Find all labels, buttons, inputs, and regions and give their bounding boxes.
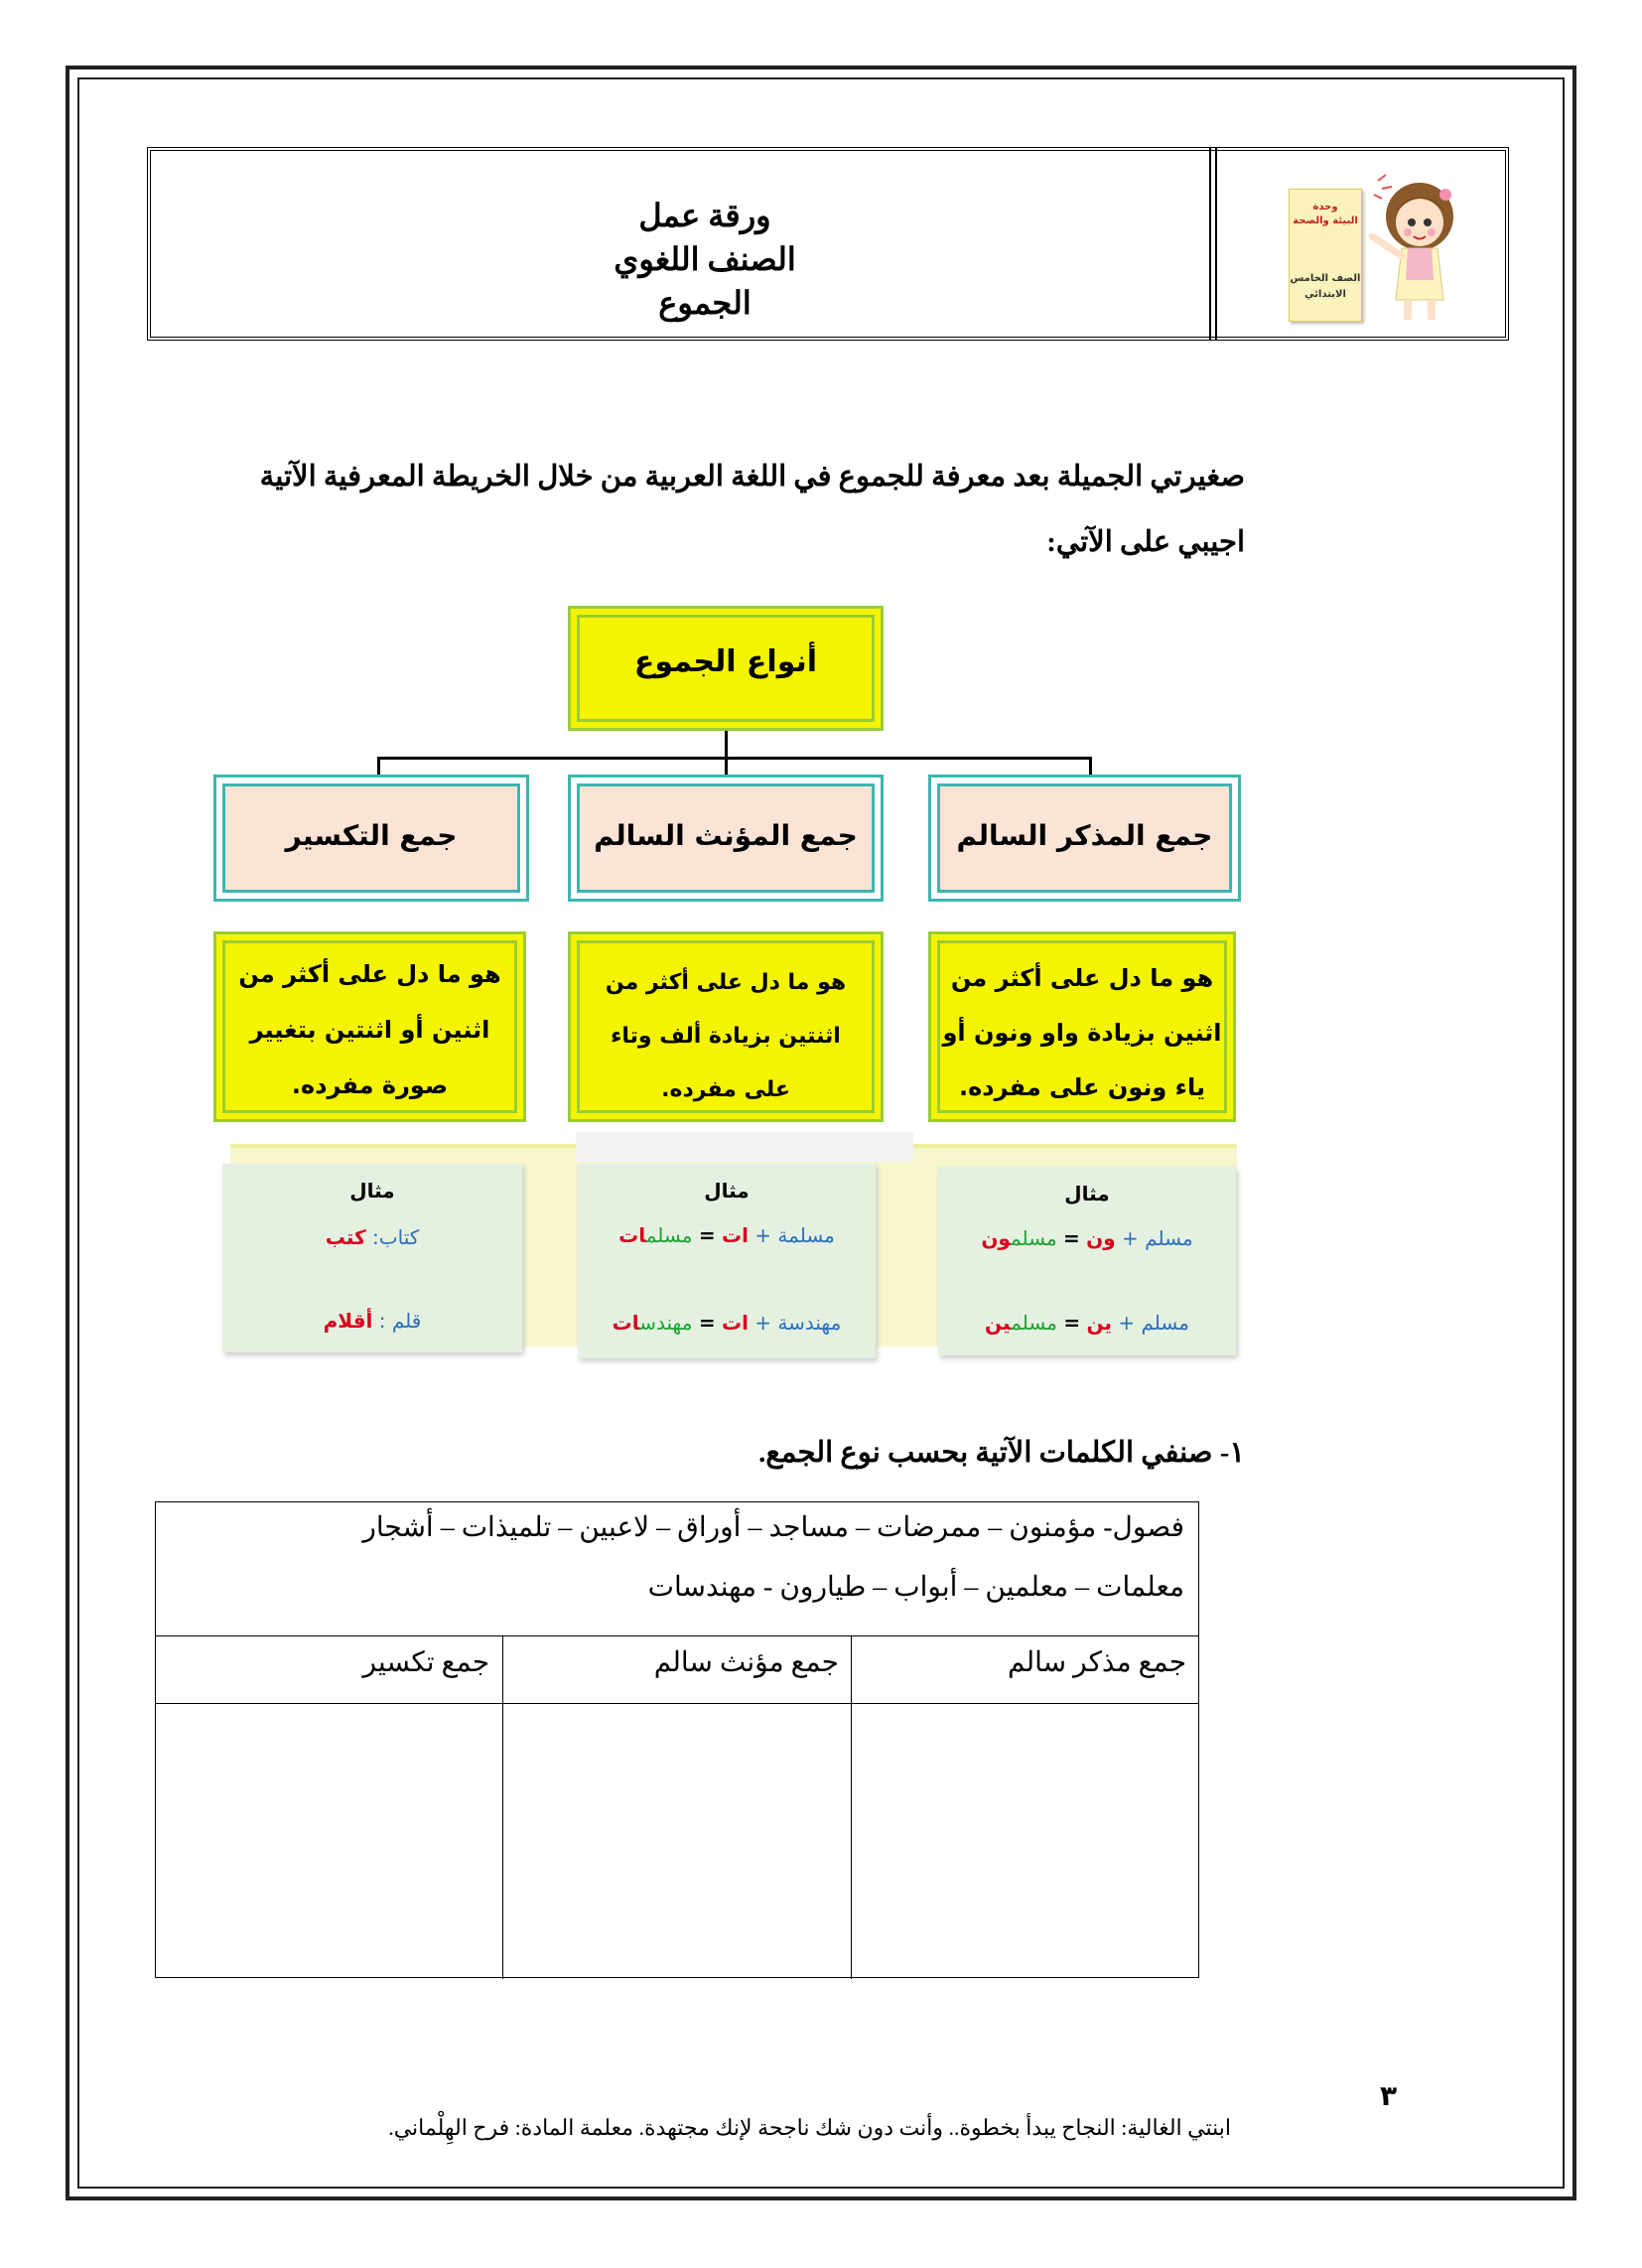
definition-box-masculine bbox=[928, 931, 1236, 1122]
logo-text-unit: وحدة bbox=[1312, 202, 1338, 213]
type-label-masculine: جمع المذكر السالم bbox=[956, 819, 1213, 852]
example-equals: = bbox=[1063, 1311, 1081, 1335]
definition-line: صورة مفرده. bbox=[291, 1071, 449, 1099]
definition-line: اثنين أو اثنتين بتغيير bbox=[249, 1016, 490, 1044]
intro-line-1: صغيرتي الجميلة بعد معرفة للجموع في اللغة العربية من خلال الخريطة المعرفية الآتية bbox=[259, 461, 1245, 493]
type-label-feminine: جمع المؤنث السالم bbox=[594, 819, 858, 852]
connector-vertical bbox=[725, 731, 728, 775]
example-row bbox=[222, 1309, 522, 1333]
example-row bbox=[578, 1311, 876, 1335]
example-singular: قلم bbox=[391, 1309, 422, 1333]
definition-line: هو ما دل على أكثر من bbox=[950, 964, 1214, 992]
example-ending: ات bbox=[618, 1223, 646, 1247]
example-plural: كتب bbox=[325, 1225, 366, 1249]
footer-note: ابنتي الغالية: النجاح يبدأ بخطوة.. وأنت دون شك ناجحة لإنك مجتهدة. معلمة المادة: فرح الهِلْماني. bbox=[388, 2115, 1231, 2140]
definition-box-feminine bbox=[568, 931, 884, 1122]
definition-line: ياء ونون على مفرده. bbox=[959, 1073, 1205, 1101]
worksheet-title: ورقة عمل bbox=[638, 198, 771, 233]
example-ending: ون bbox=[981, 1226, 1011, 1250]
example-plural: أقلام bbox=[323, 1309, 373, 1333]
type-box-feminine-plural bbox=[568, 775, 884, 902]
column-header-feminine: جمع مؤنث سالم bbox=[653, 1647, 839, 1678]
type-label-broken: جمع التكسير bbox=[285, 819, 458, 852]
example-plus: + bbox=[1122, 1226, 1139, 1250]
example-singular: كتاب bbox=[378, 1225, 420, 1249]
example-suffix: ون bbox=[1086, 1226, 1116, 1250]
example-base: مسلمة bbox=[777, 1223, 835, 1247]
word-bank-line-1: فصول- مؤمنون – ممرضات – مساجد – أوراق – لاعبين – تلميذات – أشجار bbox=[362, 1512, 1184, 1543]
word-bank-line-2: معلمات – معلمين – أبواب – طيارون - مهندسات bbox=[647, 1572, 1184, 1603]
example-card-feminine bbox=[578, 1164, 876, 1358]
example-ending: ات bbox=[612, 1311, 640, 1335]
logo-card bbox=[1289, 189, 1362, 322]
example-heading: مثال bbox=[704, 1179, 750, 1203]
example-equals: = bbox=[698, 1223, 716, 1247]
logo-text-stage: الابتدائي bbox=[1304, 289, 1346, 300]
example-equals: = bbox=[698, 1311, 716, 1335]
page-number: ٣ bbox=[1380, 2079, 1398, 2112]
definition-line: هو ما دل على أكثر من bbox=[605, 970, 847, 995]
connector-right bbox=[1089, 757, 1092, 775]
example-separator: : bbox=[378, 1309, 386, 1333]
answer-cell-broken[interactable] bbox=[156, 1704, 502, 1978]
example-ending: ين bbox=[985, 1311, 1012, 1335]
definition-line: اثنتين بزيادة ألف وتاء bbox=[611, 1024, 841, 1049]
type-box-broken-plural bbox=[213, 775, 529, 902]
definition-box-broken bbox=[213, 931, 526, 1122]
example-equals: = bbox=[1063, 1226, 1080, 1250]
example-row bbox=[938, 1226, 1236, 1250]
question-1: ١- صنفي الكلمات الآتية بحسب نوع الجمع. bbox=[758, 1437, 1245, 1469]
example-plus: + bbox=[1118, 1311, 1136, 1335]
example-base: مسلم bbox=[1145, 1226, 1193, 1250]
example-row bbox=[938, 1311, 1236, 1335]
logo-text-theme: البيئة والصحة bbox=[1293, 215, 1358, 226]
example-card-broken bbox=[222, 1164, 522, 1352]
example-heading: مثال bbox=[349, 1179, 395, 1203]
column-header-masculine: جمع مذكر سالم bbox=[1007, 1647, 1186, 1678]
definition-line: اثنين بزيادة واو ونون أو bbox=[942, 1019, 1222, 1047]
example-base: مهندسة bbox=[777, 1311, 842, 1335]
classification-table bbox=[155, 1501, 1199, 1978]
definition-line: هو ما دل على أكثر من bbox=[238, 960, 501, 988]
girl-cartoon-icon bbox=[1358, 161, 1487, 325]
connector-left bbox=[377, 757, 380, 775]
intro-line-2: اجيبي على الآتي: bbox=[1046, 526, 1245, 558]
topic-title: الجموع bbox=[658, 285, 752, 321]
example-stem: مسلم bbox=[1010, 1226, 1057, 1250]
example-plus: + bbox=[754, 1311, 772, 1335]
answer-cell-feminine[interactable] bbox=[501, 1704, 849, 1978]
definition-line: على مفرده. bbox=[661, 1077, 790, 1102]
examples-band-tab bbox=[576, 1132, 913, 1162]
root-label: أنواع الجموع bbox=[633, 644, 818, 679]
example-stem: مهندس bbox=[639, 1311, 693, 1335]
example-heading: مثال bbox=[1064, 1182, 1110, 1205]
example-suffix: ات bbox=[721, 1311, 749, 1335]
example-plus: + bbox=[754, 1223, 772, 1247]
unit-logo bbox=[1231, 161, 1489, 325]
subject-title: الصنف اللغوي bbox=[614, 241, 796, 277]
connector-horizontal bbox=[377, 757, 1092, 760]
example-card-masculine bbox=[938, 1167, 1236, 1355]
example-base: مسلم bbox=[1141, 1311, 1189, 1335]
example-row bbox=[222, 1225, 522, 1249]
header-divider bbox=[1209, 147, 1217, 341]
type-box-masculine-plural bbox=[928, 775, 1241, 902]
answer-cell-masculine[interactable] bbox=[850, 1704, 1198, 1978]
example-suffix: ات bbox=[721, 1223, 749, 1247]
concept-map-root bbox=[568, 606, 884, 731]
example-row bbox=[578, 1223, 876, 1247]
table-rule bbox=[156, 1635, 1198, 1636]
example-separator: : bbox=[372, 1225, 379, 1249]
column-header-broken: جمع تكسير bbox=[362, 1647, 489, 1678]
example-stem: مسلم bbox=[1011, 1311, 1057, 1335]
logo-text-grade: الصف الخامس bbox=[1290, 273, 1361, 284]
example-stem: مسلم bbox=[645, 1223, 693, 1247]
example-suffix: ين bbox=[1086, 1311, 1112, 1335]
